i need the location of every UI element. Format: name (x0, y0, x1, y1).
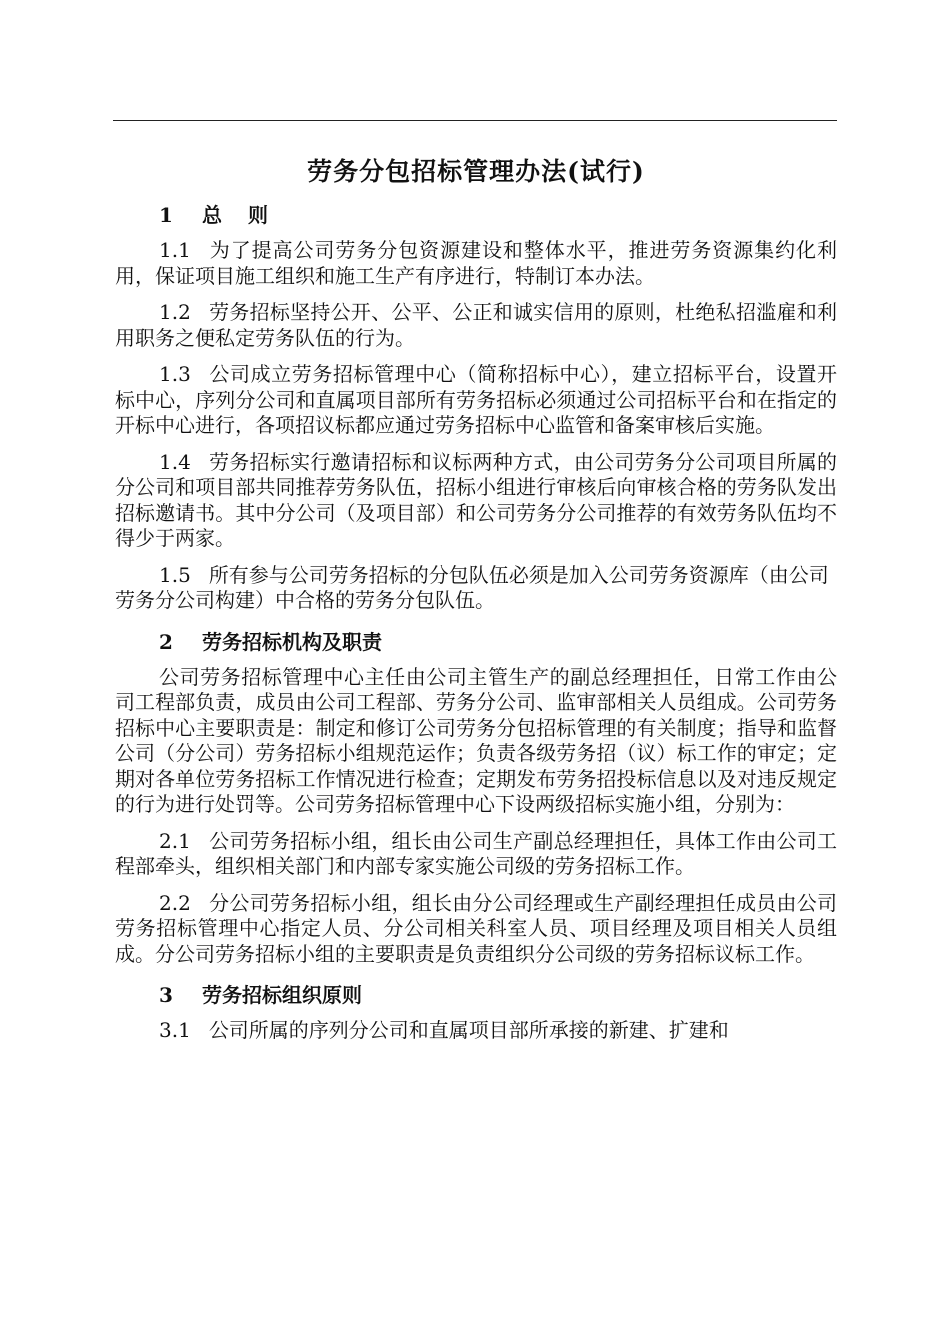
clause-3-1 (115, 1018, 837, 1044)
clause-number: 3.1 (159, 1018, 191, 1042)
clause-text: 公司劳务招标小组，组长由公司生产副总经理担任，具体工作由公司工程部牵头，组织相关部门和内部专家实施公司级的劳务招标工作。 (115, 828, 837, 878)
clause-1-5 (115, 563, 837, 614)
clause-text: 公司所属的序列分公司和直属项目部所承接的新建、扩建和 (208, 1018, 729, 1042)
clause-text: 为了提高公司劳务分包资源建设和整体水平，推进劳务资源集约化利用，保证项目施工组织和施工生产有序进行，特制订本办法。 (115, 238, 837, 288)
clause-number: 1.3 (159, 362, 191, 386)
section-heading-1 (115, 198, 837, 232)
clause-text: 所有参与公司劳务招标的分包队伍必须是加入公司劳务资源库（由公司劳务分公司构建）中合格的劳务分包队伍。 (115, 562, 829, 612)
clause-number: 1.4 (159, 449, 191, 474)
section-title: 总则 (201, 203, 294, 227)
section-2-intro (115, 665, 837, 818)
clause-number: 1.1 (159, 238, 191, 262)
section-heading-3 (115, 978, 837, 1012)
clause-1-4 (115, 450, 837, 552)
document-title: 劳务分包招标管理办法(试行) (307, 157, 645, 186)
clause-1-2 (115, 300, 837, 351)
clause-number: 1.2 (159, 300, 191, 324)
clause-1-3 (115, 362, 837, 439)
header-rule (113, 120, 837, 121)
section-number: 2 (159, 629, 173, 654)
section-title: 劳务招标组织原则 (201, 983, 362, 1007)
clause-text: 公司成立劳务招标管理中心（简称招标中心），建立招标平台，设置开标中心，序列分公司和直属项目部所有劳务招标必须通过公司招标平台和在指定的开标中心进行，各项招议标都应通过劳务招标中心监管和备案审核后实施。 (115, 362, 837, 437)
clause-text: 劳务招标坚持公开、公平、公正和诚实信用的原则，杜绝私招滥雇和利用职务之便私定劳务队伍的行为。 (115, 300, 837, 350)
clause-text: 劳务招标实行邀请招标和议标两种方式，由公司劳务分公司项目所属的分公司和项目部共同推荐劳务队伍，招标小组进行审核后向审核合格的劳务队发出招标邀请书。其中分公司（及项目部）和公司劳务分公司推荐的有效劳务队伍均不得少于两家。 (115, 449, 837, 550)
section-number: 3 (159, 983, 173, 1007)
section-title: 劳务招标机构及职责 (201, 629, 382, 654)
clause-number: 2.2 (159, 890, 191, 915)
clause-1-1 (115, 238, 837, 289)
clause-number: 1.5 (159, 562, 191, 587)
section-heading-2 (115, 625, 837, 659)
clause-2-1 (115, 829, 837, 880)
section-number: 1 (159, 203, 173, 227)
clause-2-2 (115, 891, 837, 968)
document-page (115, 150, 837, 1055)
clause-number: 2.1 (159, 828, 191, 853)
clause-text: 公司劳务招标管理中心主任由公司主管生产的副总经理担任，日常工作由公司工程部负责，成员由公司工程部、劳务分公司、监审部相关人员组成。公司劳务招标中心主要职责是：制定和修订公司劳务分包招标管理的有关制度；指导和监督公司（分公司）劳务招标小组规范运作；负责各级劳务招（议）标工作的审定；定期对各单位劳务招标工作情况进行检查；定期发布劳务招投标信息以及对违反规定的行为进行处罚等。公司劳务招标管理中心下设两级招标实施小组，分别为： (115, 664, 837, 816)
clause-text: 分公司劳务招标小组，组长由分公司经理或生产副经理担任成员由公司劳务招标管理中心指定人员、分公司相关科室人员、项目经理及项目相关人员组成。分公司劳务招标小组的主要职责是负责组织分公司级的劳务招标议标工作。 (115, 890, 837, 966)
